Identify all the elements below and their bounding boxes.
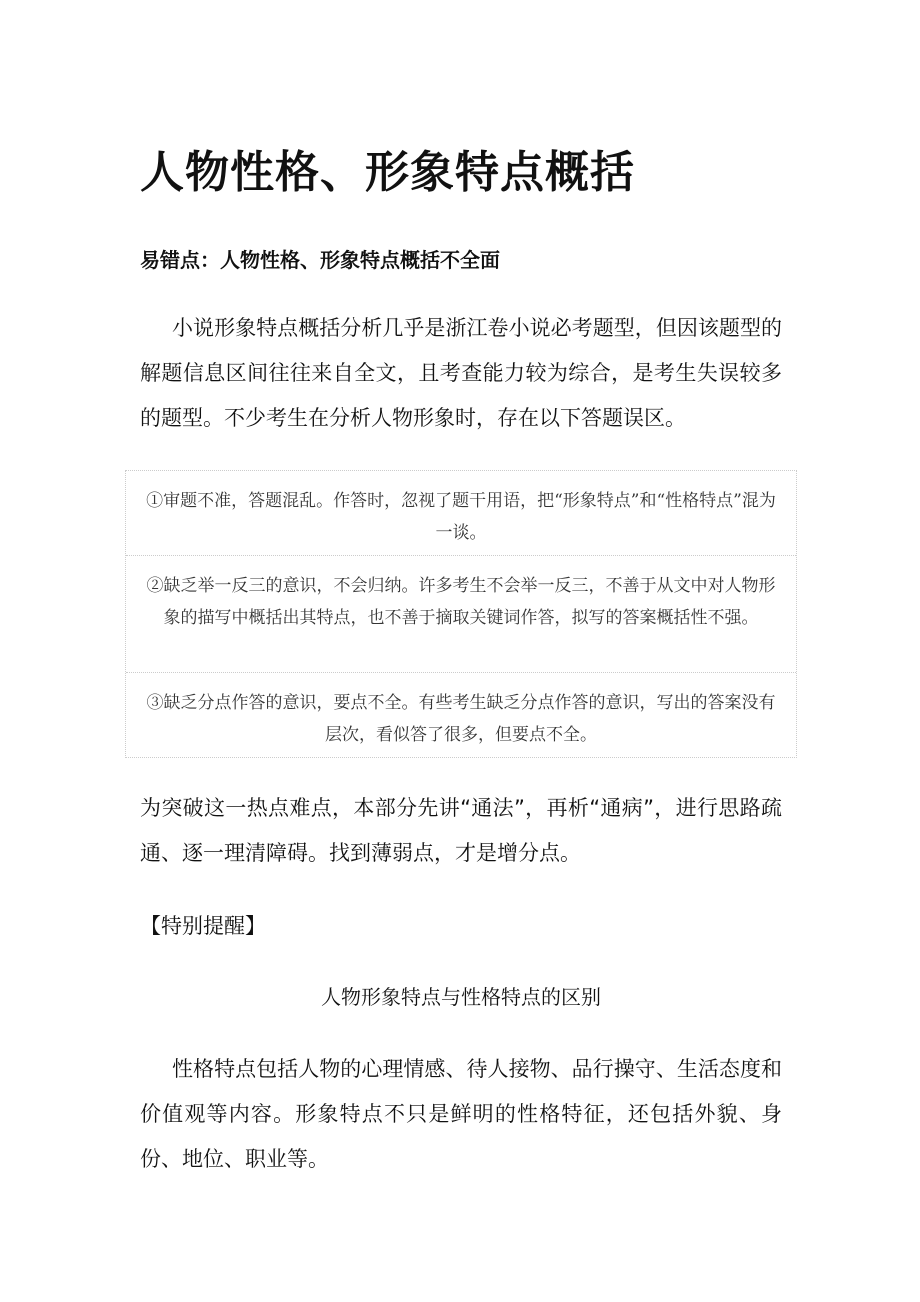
error-point-subtitle: 易错点：人物性格、形象特点概括不全面: [140, 248, 500, 272]
intro-paragraph: 小说形象特点概括分析几乎是浙江卷小说必考题型，但因该题型的解题信息区间往往来自全文，且考查能力较为综合，是考生失误较多的题型。不少考生在分析人物形象时，存在以下答题误区。: [140, 316, 782, 430]
page-title: 人物性格、形象特点概括: [140, 147, 635, 198]
breakthrough-paragraph: 为突破这一热点难点，本部分先讲“通法”，再析“通病”，进行思路疏通、逐一理清障碍。找到薄弱点，才是增分点。: [140, 796, 782, 865]
section-heading: 人物形象特点与性格特点的区别: [321, 985, 601, 1009]
mistakes-table: [125, 470, 797, 758]
mistake-row: ③缺乏分点作答的意识，要点不全。有些考生缺乏分点作答的意识，写出的答案没有层次，看似答了很多，但要点不全。: [146, 693, 776, 745]
reminder-label: 【特别提醒】: [140, 914, 266, 938]
mistake-row: ②缺乏举一反三的意识，不会归纳。许多考生不会举一反三，不善于从文中对人物形象的描写中概括出其特点，也不善于摘取关键词作答，拟写的答案概括性不强。: [126, 556, 796, 673]
mistake-row: ①审题不准，答题混乱。作答时，忽视了题干用语，把“形象特点”和“性格特点”混为一谈。: [126, 471, 796, 556]
explanation-paragraph: 性格特点包括人物的心理情感、待人接物、品行操守、生活态度和价值观等内容。形象特点不只是鲜明的性格特征，还包括外貌、身份、地位、职业等。: [140, 1057, 782, 1171]
